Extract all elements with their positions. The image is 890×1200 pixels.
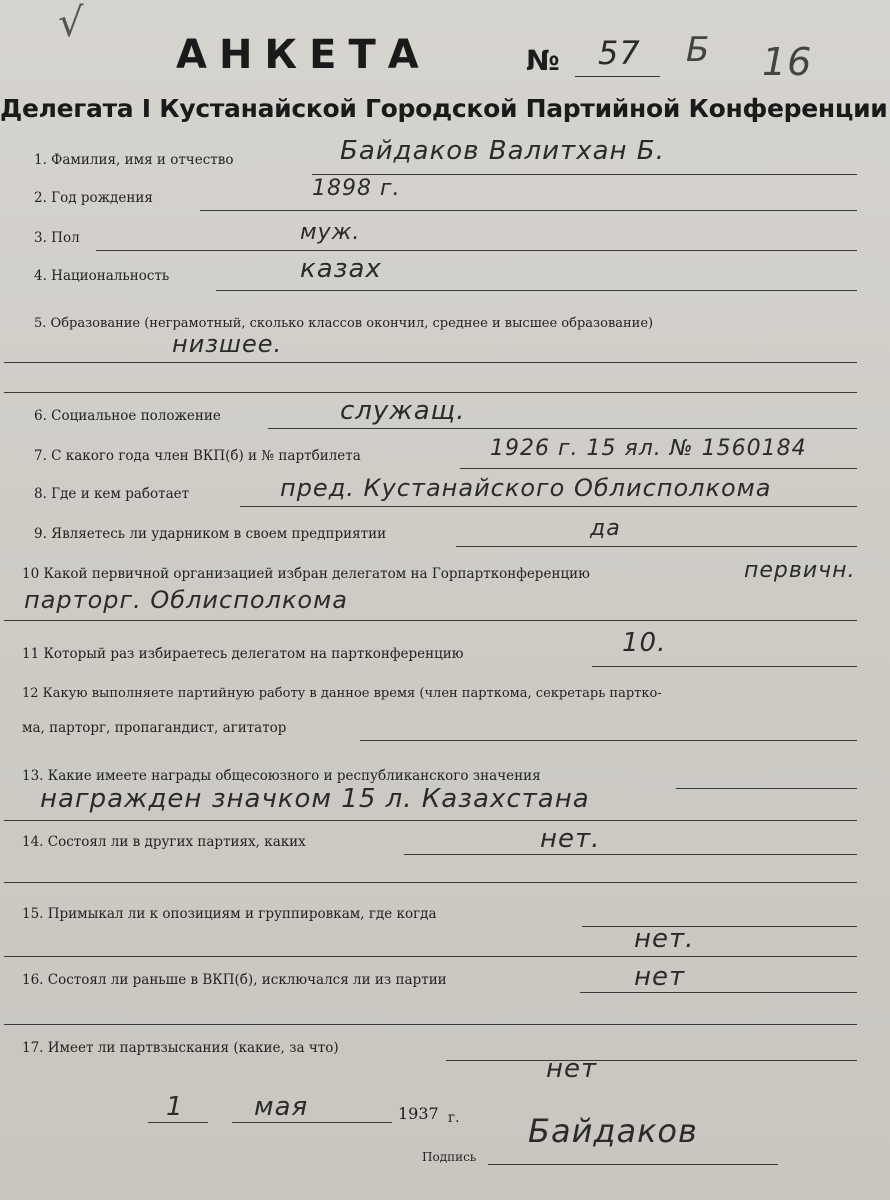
field-17-line — [446, 1060, 857, 1061]
field-15-label: 15. Примыкал ли к опозициям и группировкам, где когда — [22, 906, 437, 922]
field-8-line — [240, 506, 857, 507]
form-subtitle: Делегата I Кустанайской Городской Партийной Конференции — [0, 94, 888, 123]
field-5-value: низшее. — [172, 330, 283, 358]
field-11-label: 11 Который раз избираетесь делегатом на партконференцию — [22, 646, 464, 662]
check-mark: √ — [58, 0, 85, 46]
field-7-label: 7. С какого года член ВКП(б) и № партбилета — [34, 448, 361, 464]
field-4-label: 4. Национальность — [34, 268, 170, 284]
field-1-line — [312, 174, 857, 175]
field-8-label: 8. Где и кем работает — [34, 486, 190, 502]
field-3-value: муж. — [300, 220, 361, 245]
field-1-label: 1. Фамилия, имя и отчество — [34, 152, 234, 168]
field-13-line-1 — [676, 788, 857, 789]
field-6-label: 6. Социальное положение — [34, 408, 221, 424]
field-10-value-2: парторг. Облисполкома — [24, 586, 348, 614]
field-7-line — [460, 468, 857, 469]
field-10-line — [4, 620, 857, 621]
date-month-line — [232, 1122, 392, 1123]
field-4-value: казах — [300, 254, 382, 284]
form-title: АНКЕТА — [176, 32, 431, 78]
field-11-line — [592, 666, 857, 667]
date-month: мая — [254, 1092, 309, 1122]
field-2-line — [200, 210, 857, 211]
number-label: № — [526, 44, 560, 77]
field-2-value: 1898 г. — [312, 176, 401, 201]
field-14-value: нет. — [540, 824, 601, 854]
date-day-line — [148, 1122, 208, 1123]
field-6-line — [268, 428, 857, 429]
field-14-line-1 — [404, 854, 857, 855]
field-8-value: пред. Кустанайского Облисполкома — [280, 474, 772, 502]
field-12-label-2: ма, парторг, пропагандист, агитатор — [22, 720, 287, 736]
field-4-line — [216, 290, 857, 291]
field-17-value: нет — [546, 1054, 598, 1084]
date-year: 1937 — [398, 1104, 439, 1123]
field-10-label: 10 Какой первичной организацией избран делегатом на Горпартконференцию — [22, 566, 590, 582]
field-5-line-2 — [4, 392, 857, 393]
date-day: 1 — [166, 1092, 184, 1122]
field-9-line — [456, 546, 857, 547]
field-10-value: первичн. — [744, 558, 856, 583]
number-underline — [575, 76, 660, 77]
field-2-label: 2. Год рождения — [34, 190, 153, 206]
field-13-label: 13. Какие имеете награды общесоюзного и республиканского значения — [22, 768, 541, 784]
field-7-value: 1926 г. 15 ял. № 1560184 — [490, 436, 807, 461]
field-16-value: нет — [634, 962, 686, 992]
field-13-line-2 — [4, 820, 857, 821]
field-17-label: 17. Имеет ли партвзыскания (какие, за что) — [22, 1040, 339, 1056]
signature-line — [488, 1164, 778, 1165]
field-5-label: 5. Образование (неграмотный, сколько классов окончил, среднее и высшее образование) — [34, 316, 654, 331]
field-16-label: 16. Состоял ли раньше в ВКП(б), исключался ли из партии — [22, 972, 447, 988]
date-year-suffix: г. — [448, 1110, 460, 1126]
field-14-label: 14. Состоял ли в других партиях, каких — [22, 834, 306, 850]
signature-label: Подпись — [422, 1150, 477, 1164]
field-6-value: служащ. — [340, 396, 466, 426]
corner-letter-mark: Б — [686, 30, 711, 70]
field-1-value: Байдаков Валитхан Б. — [340, 136, 665, 166]
field-15-line-1 — [582, 926, 857, 927]
field-3-label: 3. Пол — [34, 230, 80, 246]
field-15-line-2 — [4, 956, 857, 957]
field-16-line-1 — [580, 992, 857, 993]
field-9-label: 9. Являетесь ли ударником в своем предприятии — [34, 526, 387, 542]
field-11-value: 10. — [622, 628, 667, 658]
corner-number-mark: 16 — [762, 40, 813, 84]
field-12-label: 12 Какую выполняете партийную работу в данное время (член парткома, секретарь партко- — [22, 686, 662, 701]
field-3-line — [96, 250, 857, 251]
field-14-line-2 — [4, 882, 857, 883]
field-12-line — [360, 740, 857, 741]
field-15-value: нет. — [634, 924, 695, 954]
field-9-value: да — [590, 516, 621, 541]
signature: Байдаков — [528, 1112, 698, 1150]
field-16-line-2 — [4, 1024, 857, 1025]
field-5-line-1 — [4, 362, 857, 363]
field-13-value: награжден значком 15 л. Казахстана — [40, 784, 590, 814]
number-value: 57 — [598, 34, 641, 72]
